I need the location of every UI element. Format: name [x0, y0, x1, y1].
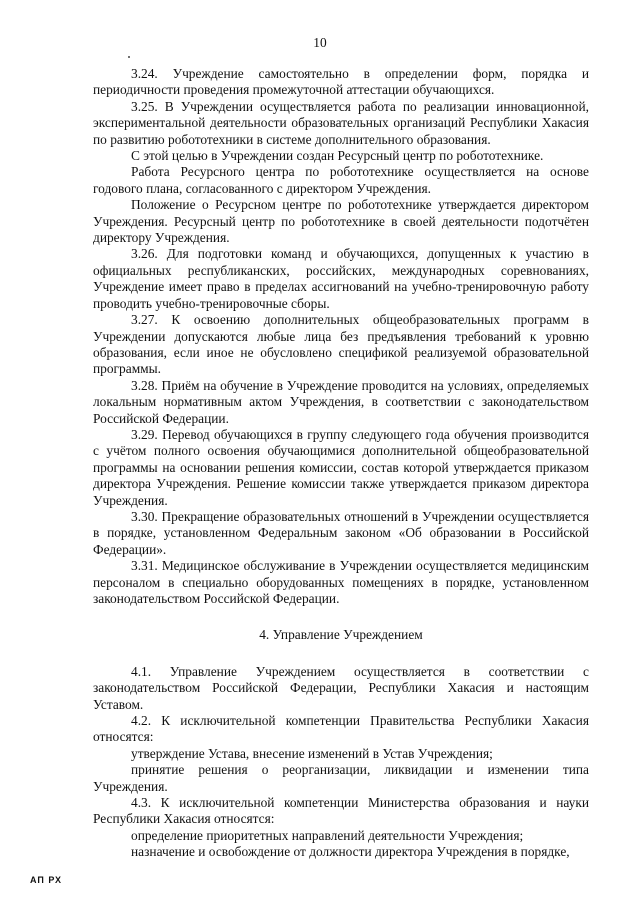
section-heading: 4. Управление Учреждением	[259, 627, 423, 643]
paragraph-3-24: 3.24. Учреждение самостоятельно в определении форм, порядка и периодичности проведения промежуточной аттестации обучающихся.	[93, 66, 589, 98]
paragraph-resource-center-regulation: Положение о Ресурсном центре по робототехнике утверждается директором Учреждения. Ресурсный центр по робототехнике в своей деятельности подотчётен директору Учреждения.	[93, 197, 589, 246]
page-body	[93, 66, 589, 861]
footer-mark: АП РХ	[30, 875, 63, 885]
paragraph-3-28: 3.28. Приём на обучение в Учреждение проводится на условиях, определяемых локальным нормативным актом Учреждения, в соответствии с законодательством Российской Федерации.	[93, 377, 589, 426]
paragraph-4-1: 4.1. Управление Учреждением осуществляется в соответствии с законодательством Российской Федерации, Республики Хакасия и настоящим Уставом.	[93, 663, 589, 712]
paragraph-3-30: 3.30. Прекращение образовательных отношений в Учреждении осуществляется в порядке, установленном Федеральным законом «Об образовании в Российской Федерации».	[93, 508, 589, 557]
list-item-charter-approval: утверждение Устава, внесение изменений в Устав Учреждения;	[131, 745, 493, 761]
paragraph-3-26: 3.26. Для подготовки команд и обучающихся, допущенных к участию в официальных республиканских, российских, международных соревнованиях, Учреждение имеет право в пределах ассигнований на учебно-тренировочную работу проводить учебно-тренировочные сборы.	[93, 246, 589, 311]
scan-speck	[128, 56, 130, 58]
paragraph-3-29: 3.29. Перевод обучающихся в группу следующего года обучения производится с учётом полного освоения обучающимися дополнительной общеобразовательной программы на основании решения комиссии, состав которой утверждается приказом директора Учреждения. Решение комиссии также утверждается приказом директора Учреждения.	[93, 426, 589, 508]
paragraph-3-27: 3.27. К освоению дополнительных общеобразовательных программ в Учреждении допускаются любые лица без предъявления требований к уровню образования, если иное не обусловлено спецификой реализуемой образовательной программы.	[93, 312, 589, 377]
paragraph-3-25: 3.25. В Учреждении осуществляется работа по реализации инновационной, экспериментальной деятельности образовательных организаций Республики Хакасия по развитию робототехники в системе дополнительного образования.	[93, 98, 589, 147]
list-item-director-appointment: назначение и освобождение от должности директора Учреждения в порядке,	[131, 844, 570, 860]
paragraph-3-31: 3.31. Медицинское обслуживание в Учреждении осуществляется медицинским персоналом в специально оборудованных помещениях в порядке, установленном законодательством Российской Федерации.	[93, 558, 589, 606]
paragraph-4-3: 4.3. К исключительной компетенции Министерства образования и науки Республики Хакасия относятся:	[93, 795, 589, 827]
page-number: 10	[313, 35, 327, 50]
paragraph-4-2: 4.2. К исключительной компетенции Правительства Республики Хакасия относятся:	[93, 713, 589, 745]
paragraph-resource-center: С этой целью в Учреждении создан Ресурсный центр по робототехнике.	[131, 148, 544, 164]
list-item-priority-directions: определение приоритетных направлений деятельности Учреждения;	[131, 827, 524, 843]
paragraph-resource-center-work: Работа Ресурсного центра по робототехнике осуществляется на основе годового плана, согласованного с директором Учреждения.	[93, 164, 589, 196]
list-item-reorganization: принятие решения о реорганизации, ликвидации и изменении типа Учреждения.	[93, 762, 589, 794]
